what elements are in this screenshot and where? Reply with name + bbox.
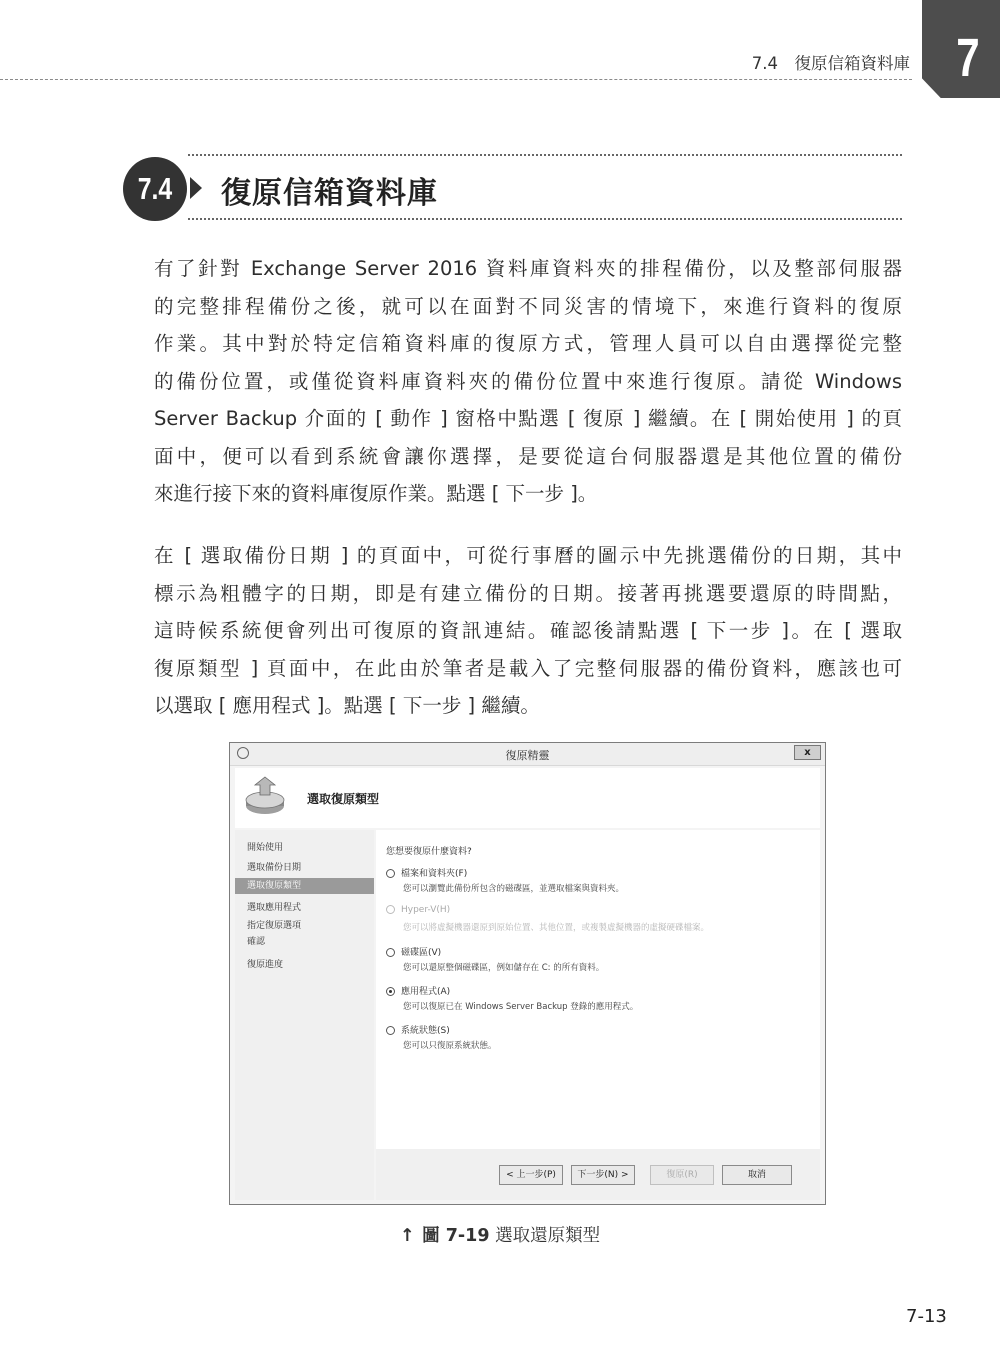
caption-arrow-icon: ↑ xyxy=(399,1226,415,1246)
radio-icon[interactable] xyxy=(386,1026,395,1035)
window-titlebar xyxy=(230,743,825,766)
paragraph-line: 有了針對 Exchange Server 2016 資料庫資料夾的排程備份，以及整部伺服器 xyxy=(154,257,902,280)
paragraph-1 xyxy=(154,250,902,513)
paragraph-2 xyxy=(154,537,902,725)
option-description: 您可以瀏覽此備份所包含的磁碟區，並選取檔案與資料夾。 xyxy=(403,884,625,894)
option-label: Hyper-V(H) xyxy=(401,905,451,915)
option-label: 應用程式(A) xyxy=(401,987,451,997)
paragraph-line: 面中，便可以看到系統會讓你選擇，是要從這台伺服器還是其他位置的備份 xyxy=(154,444,902,468)
step-confirm[interactable]: 確認 xyxy=(247,937,266,947)
section-rule-top xyxy=(188,154,902,156)
page-number: 7-13 xyxy=(906,1306,947,1327)
radio-icon[interactable] xyxy=(386,905,395,914)
section-rule-bottom xyxy=(188,218,902,220)
running-title: 7.4 復原信箱資料庫 xyxy=(751,54,910,73)
option-label: 系統狀態(S) xyxy=(401,1026,450,1036)
option-description: 您可以復原已在 Windows Server Backup 登錄的應用程式。 xyxy=(403,1002,639,1012)
paragraph-line: 以選取 [ 應用程式 ]。點選 [ 下一步 ] 繼續。 xyxy=(154,694,540,717)
recovery-wizard-window xyxy=(229,742,826,1205)
radio-selected-icon[interactable] xyxy=(386,987,395,996)
chapter-number: 7 xyxy=(956,28,980,88)
paragraph-line: 的完整排程備份之後，就可以在面對不同災害的情境下，來進行資料的復原 xyxy=(154,294,902,318)
wizard-header xyxy=(235,768,820,828)
option-system-state[interactable] xyxy=(386,1023,450,1036)
next-button[interactable]: 下一步(N) > xyxy=(571,1165,635,1185)
option-label: 檔案和資料夾(F) xyxy=(401,869,468,879)
option-files-folders[interactable] xyxy=(386,866,467,879)
wizard-heading: 選取復原類型 xyxy=(307,792,380,806)
paragraph-line: 的備份位置，或僅從資料庫資料夾的備份位置中來進行復原。請從 Windows xyxy=(154,369,902,393)
radio-icon[interactable] xyxy=(386,948,395,957)
paragraph-line: 復原類型 ] 頁面中，在此由於筆者是載入了完整伺服器的備份資料，應該也可 xyxy=(154,656,902,680)
option-label: 磁碟區(V) xyxy=(401,948,442,958)
section-title: 復原信箱資料庫 xyxy=(221,176,438,211)
wizard-steps xyxy=(235,830,374,1200)
paragraph-line: 在 [ 選取備份日期 ] 的頁面中，可從行事曆的圖示中先挑選備份的日期，其中 xyxy=(154,544,902,567)
option-description: 您可以只復原系統狀態。 xyxy=(403,1041,497,1051)
option-description: 您可以將虛擬機器還原到原始位置、其他位置，或複製虛擬機器的虛擬硬碟檔案。 xyxy=(403,923,710,933)
running-header xyxy=(0,0,1000,100)
window-title: 復原精靈 xyxy=(505,749,550,762)
close-button[interactable]: x xyxy=(794,745,821,760)
figure-caption xyxy=(0,1222,1000,1247)
step-recovery-type[interactable]: 選取復原類型 xyxy=(235,878,374,894)
recover-button[interactable]: 復原(R) xyxy=(650,1165,714,1185)
step-recovery-options[interactable]: 指定復原選項 xyxy=(247,921,302,931)
radio-icon[interactable] xyxy=(386,869,395,878)
back-button[interactable]: < 上一步(P) xyxy=(499,1165,563,1185)
recovery-question: 您想要復原什麼資料? xyxy=(386,847,472,857)
option-description: 您可以還原整個磁碟區，例如儲存在 C: 的所有資料。 xyxy=(403,963,605,973)
section-number: 7.4 xyxy=(137,171,173,206)
cancel-button[interactable]: 取消 xyxy=(722,1165,792,1185)
paragraph-line: 作業。其中對於特定信箱資料庫的復原方式，管理人員可以自由選擇從完整 xyxy=(154,332,902,355)
figure-label: 圖 7-19 xyxy=(422,1226,490,1246)
backup-drive-icon xyxy=(243,773,289,819)
wizard-content xyxy=(376,830,820,1200)
header-divider xyxy=(0,79,912,80)
paragraph-line: 這時候系統便會列出可復原的資訊連結。確認後請點選 [ 下一步 ]。在 [ 選取 xyxy=(154,619,902,642)
option-hyper-v[interactable] xyxy=(386,905,450,915)
paragraph-line: Server Backup 介面的 [ 動作 ] 窗格中點選 [ 復原 ] 繼續。在 [ 開始使用 ] 的頁 xyxy=(154,407,902,430)
step-select-application[interactable]: 選取應用程式 xyxy=(247,903,302,913)
step-progress[interactable]: 復原進度 xyxy=(247,960,284,970)
option-applications[interactable] xyxy=(386,984,450,997)
wizard-footer xyxy=(376,1149,820,1200)
step-start[interactable]: 開始使用 xyxy=(247,843,284,853)
step-backup-date[interactable]: 選取備份日期 xyxy=(247,863,302,873)
paragraph-line: 來進行接下來的資料庫復原作業。點選 [ 下一步 ]。 xyxy=(154,482,598,505)
option-volume[interactable] xyxy=(386,945,441,958)
section-arrow-icon xyxy=(190,177,202,199)
figure-title: 選取還原類型 xyxy=(495,1226,601,1246)
paragraph-line: 標示為粗體字的日期，即是有建立備份的日期。接著再挑選要還原的時間點， xyxy=(154,581,902,605)
